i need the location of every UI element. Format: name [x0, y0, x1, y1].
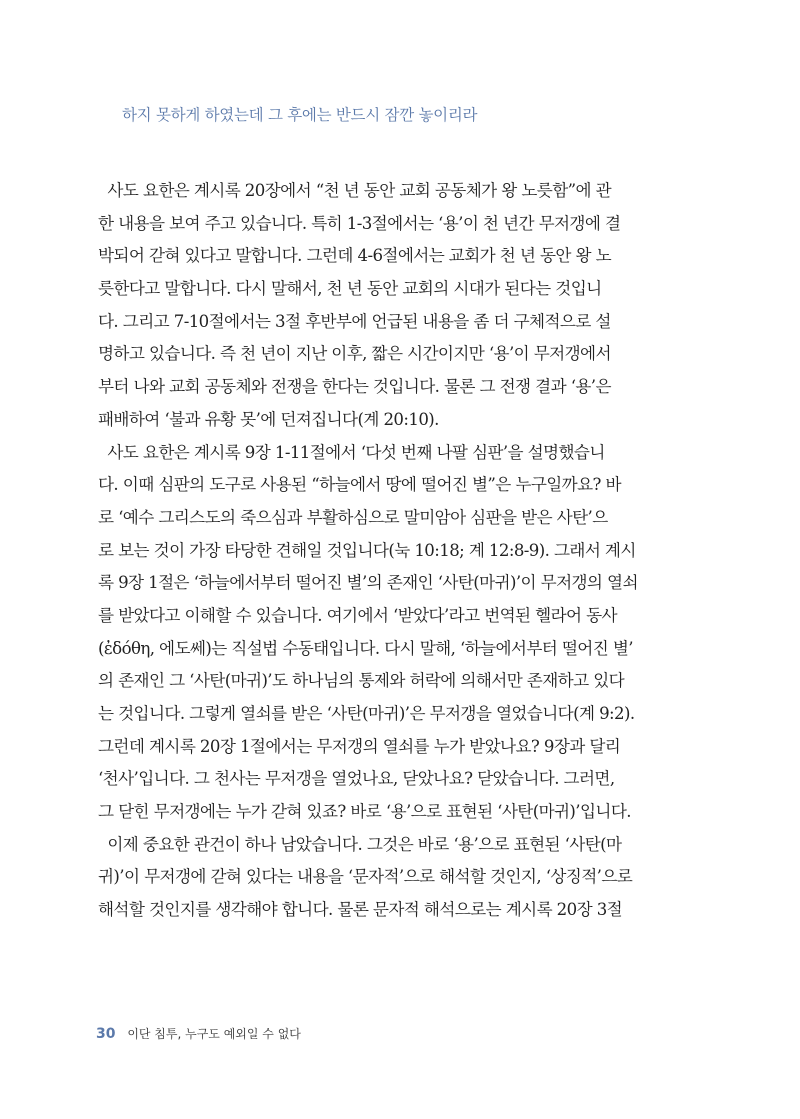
text-line: 귀)’이 무저갱에 갇혀 있다는 내용을 ‘문자적’으로 해석할 것인지, ‘상징적’으로 [98, 867, 633, 887]
text-line: 부터 나와 교회 공동체와 전쟁을 한다는 것입니다. 물론 그 전쟁 결과 ‘용’은 [98, 377, 611, 397]
text-line: 를 받았다고 이해할 수 있습니다. 여기에서 ‘받았다’라고 번역된 헬라어 동사 [98, 605, 617, 625]
text-line: 사도 요한은 계시록 9장 1-11절에서 ‘다섯 번째 나팔 심판’을 설명했습니 [98, 442, 605, 462]
text-line: 그런데 계시록 20장 1절에서는 무저갱의 열쇠를 누가 받았나요? 9장과 달리 [98, 736, 621, 756]
text-line: 이제 중요한 관건이 하나 남았습니다. 그것은 바로 ‘용’으로 표현된 ‘사탄(마 [98, 834, 622, 854]
text-line: 의 존재인 그 ‘사탄(마귀)’도 하나님의 통제와 허락에 의해서만 존재하고 있다 [98, 671, 625, 691]
page-number: 30 [96, 1026, 116, 1042]
page-footer [96, 1025, 301, 1042]
text-line: 박되어 갇혀 있다고 말합니다. 그런데 4-6절에서는 교회가 천 년 동안 왕 노 [98, 246, 612, 266]
text-line: 한 내용을 보여 주고 있습니다. 특히 1-3절에서는 ‘용’이 천 년간 무저갱에 결 [98, 213, 621, 233]
text-line: 는 것입니다. 그렇게 열쇠를 받은 ‘사탄(마귀)’은 무저갱을 열었습니다(계 9:2). [98, 704, 635, 723]
text-line: 명하고 있습니다. 즉 천 년이 지난 이후, 짧은 시간이지만 ‘용’이 무저갱에서 [98, 344, 611, 364]
text-line: 다. 이때 심판의 도구로 사용된 “하늘에서 땅에 떨어진 별”은 누구일까요? 바 [98, 475, 621, 495]
text-line: ‘천사’입니다. 그 천사는 무저갱을 열었나요, 닫았나요? 닫았습니다. 그러면, [98, 769, 615, 789]
text-line: 로 보는 것이 가장 타당한 견해일 것입니다(눅 10:18; 계 12:8-9). 그래서 계시 [98, 540, 636, 560]
body-text [98, 175, 680, 927]
text-line: 로 ‘예수 그리스도의 죽으심과 부활하심으로 말미암아 심판을 받은 사탄’으 [98, 507, 608, 527]
text-line: 패배하여 ‘불과 유황 못’에 던져집니다(계 20:10). [98, 409, 439, 429]
text-line: 해석할 것인지를 생각해야 합니다. 물론 문자적 해석으로는 계시록 20장 3절 [98, 900, 623, 920]
text-line: 다. 그리고 7-10절에서는 3절 후반부에 언급된 내용을 좀 더 구체적으로 설 [98, 311, 611, 331]
text-line: 록 9장 1절은 ‘하늘에서부터 떨어진 별’의 존재인 ‘사탄(마귀)’이 무저갱의 열쇠 [98, 573, 638, 593]
text-line: 그 닫힌 무저갱에는 누가 갇혀 있죠? 바로 ‘용’으로 표현된 ‘사탄(마귀)’입니다. [98, 802, 631, 822]
text-line: 릇한다고 말합니다. 다시 말해서, 천 년 동안 교회의 시대가 된다는 것입니 [98, 279, 602, 299]
running-title: 이단 침투, 누구도 예외일 수 없다 [127, 1027, 301, 1041]
scripture-quote: 하지 못하게 하였는데 그 후에는 반드시 잠깐 놓이리라 [122, 106, 478, 124]
text-line: 사도 요한은 계시록 20장에서 “천 년 동안 교회 공동체가 왕 노릇함”에 관 [98, 181, 612, 200]
text-line: (ἐδόθη, 에도쎄)는 직설법 수동태입니다. 다시 말해, ‘하늘에서부터 떨어진 별’ [98, 638, 633, 658]
